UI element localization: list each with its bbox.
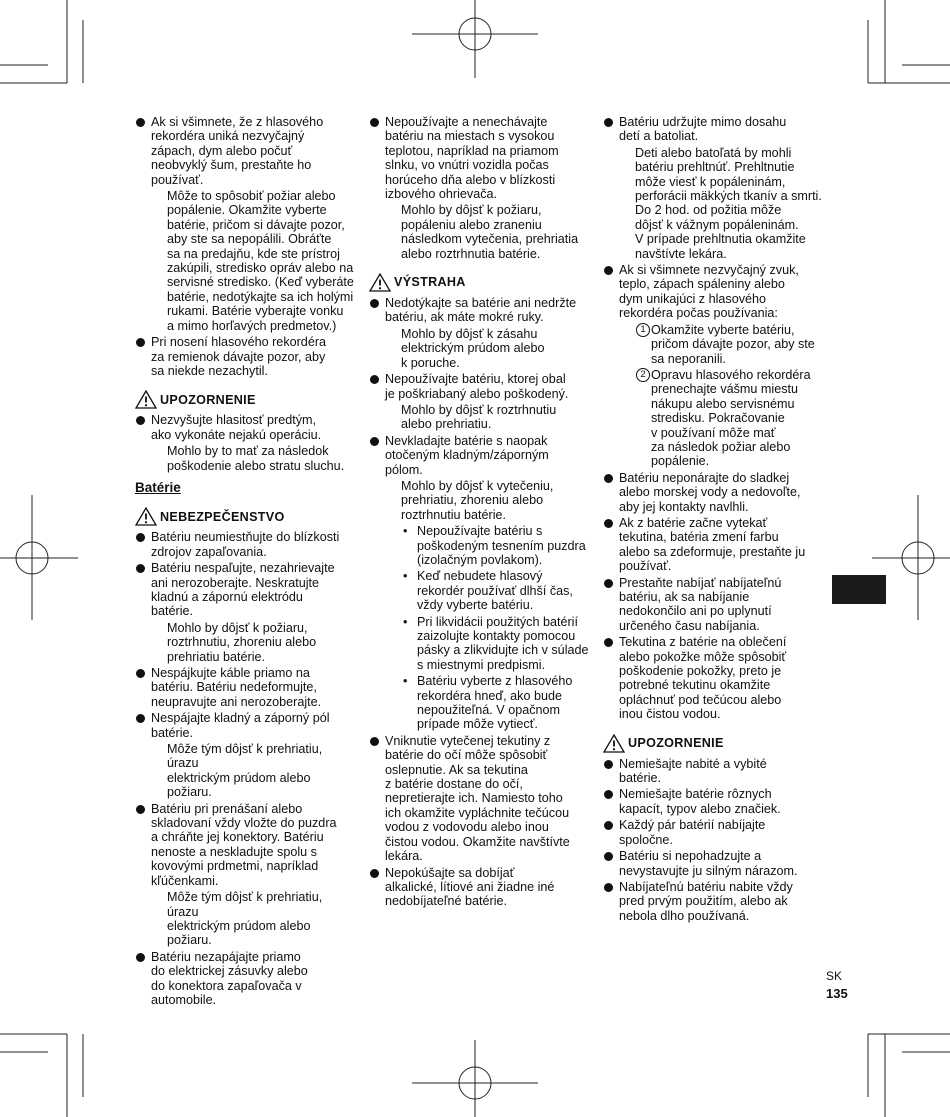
column-2 (369, 115, 591, 911)
bullet-item (603, 849, 825, 878)
bullet-item (603, 880, 825, 923)
bullet-item (369, 434, 591, 732)
bullet-item (135, 802, 357, 948)
bullet-consequence: Deti alebo batoľatá by mohli batériu prehltnúť. Prehltnutie môže viesť k popáleninám, perforácii mäkkých tkanív a smrti. Do 2 hod. od požitia môže dôjsť k vážnym popáleninám. V prípade prehltnutia okamžite navštívte lekára. (635, 145, 822, 261)
bullet-item (603, 576, 825, 634)
bullet-text: Nemiešajte nabité a vybité batérie. (619, 756, 767, 786)
bullet-consequence: Mohlo by dôjsť k požiaru, roztrhnutiu, zhoreniu alebo prehriatiu batérie. (167, 620, 317, 664)
bullet-item (369, 866, 591, 909)
bullet-text: Batériu nespaľujte, nezahrievajte ani nerozoberajte. Neskratujte kladnú a zápornú elektródu batérie. (151, 561, 335, 619)
step-number: 1 (636, 323, 650, 337)
bullet-item (603, 757, 825, 786)
bullet-item (603, 471, 825, 514)
bullet-item (603, 787, 825, 816)
step-text: Okamžite vyberte batériu, pričom dávajte pozor, aby ste sa neporanili. (651, 322, 815, 366)
column-1 (135, 115, 357, 1009)
bullet-text: Prestaňte nabíjať nabíjateľnú batériu, ak sa nabíjanie nedokončilo ani po uplynutí určeného času nabíjania. (619, 575, 782, 633)
bullet-text: Batériu neponárajte do sladkej alebo morskej vody a nedovoľte, aby jej kontakty navlhli. (619, 470, 801, 514)
bullet-item (135, 530, 357, 559)
warning-heading (369, 273, 591, 292)
bullet-item (135, 335, 357, 378)
bullet-text: Batériu pri prenášaní alebo skladovaní vždy vložte do puzdra a chráňte jej konektory. Batériu nenoste a neskladujte spolu s kovovými prdmetmi, napríklad kľúčenkami. (151, 801, 337, 888)
bullet-consequence: Môže to spôsobiť požiar alebo popálenie. Okamžite vyberte batérie, pričom si dávajte pozor, aby ste sa nepopálili. Obráťte sa na predajňu, kde ste prístroj zakúpili, stredisko opráv alebo na servisné stredisko. (Keď vyberáte batérie, nedotýkajte sa ich holými rukami. Batérie vyberajte vonku a mimo horľavých predmetov.) (167, 189, 354, 333)
bullet-text: Nespájajte kladný a záporný pól batérie. (151, 711, 330, 740)
bullet-item (135, 115, 357, 333)
warning-heading-label: NEBEZPEČENSTVO (160, 509, 285, 524)
bullet-item (135, 950, 357, 1008)
language-code: SK (826, 969, 843, 983)
page-number: 135 (826, 986, 848, 1001)
column-3 (603, 115, 825, 925)
warning-triangle-icon (135, 507, 157, 526)
bullet-consequence: Môže tým dôjsť k prehriatiu, úrazu elektrickým prúdom alebo požiaru. (167, 742, 323, 800)
bullet-item (135, 711, 357, 799)
bullet-item (603, 818, 825, 847)
bullet-item (603, 115, 825, 261)
bullet-item (369, 734, 591, 864)
bullet-text: Batériu neumiestňujte do blízkosti zdrojov zapaľovania. (151, 530, 340, 559)
warning-heading (135, 390, 357, 409)
bullet-text: Nepokúšajte sa dobíjať alkalické, lítiové ani žiadne iné nedobíjateľné batérie. (385, 865, 555, 909)
bullet-text: Každý pár batérií nabíjajte spoločne. (619, 818, 766, 847)
warning-triangle-icon (603, 734, 625, 753)
bullet-text: Nepoužívajte a nenechávajte batériu na miestach s vysokou teplotou, napríklad na priamom slnku, vo vnútri vozidla počas horúceho dňa alebo v blízkosti izbového ohrievača. (385, 115, 559, 202)
bullet-text: Nevkladajte batérie s naopak otočeným kladným/záporným pólom. (385, 433, 549, 477)
bullet-text: Nezvyšujte hlasitosť predtým, ako vykonáte nejakú operáciu. (151, 413, 322, 442)
warning-heading-label: UPOZORNENIE (160, 392, 256, 407)
page-footer (826, 968, 848, 1002)
bullet-item (603, 635, 825, 721)
bullet-text: Nedotýkajte sa batérie ani nedržte batériu, ak máte mokré ruky. (385, 296, 577, 325)
bullet-consequence: Mohlo by dôjsť k zásahu elektrickým prúdom alebo k poruche. (401, 326, 545, 370)
bullet-text: Tekutina z batérie na oblečení alebo pokožke môže spôsobiť poškodenie pokožky, preto je potrebné tekutinu okamžite opláchnuť pod tečúcou alebo inou čistou vodou. (619, 635, 787, 722)
step-number: 2 (636, 368, 650, 382)
bullet-consequence: Mohlo by dôjsť k požiaru, popáleniu alebo zraneniu následkom vytečenia, prehriatia alebo roztrhnutia batérie. (401, 203, 579, 261)
bullet-text: Nespájkujte káble priamo na batériu. Batériu nedeformujte, neupravujte ani nerozoberajte. (151, 666, 322, 709)
step-text: Opravu hlasového rekordéra prenechajte vášmu miestu nákupu alebo servisnému stredisku. Pokračovanie v používaní môže mať za následok požiar alebo popálenie. (651, 367, 811, 469)
warning-heading (603, 734, 825, 753)
bullet-text: Batériu si nepohadzujte a nevystavujte ju silným nárazom. (619, 849, 798, 878)
bullet-text: Vniknutie vytečenej tekutiny z batérie do očí môže spôsobiť oslepnutie. Ak sa tekutina z batérie dostane do očí, nepretierajte ich. Namiesto toho ich okamžite vypláchnite tečúcou vodou z vodovodu alebo inou čistou vodou. Okamžite navštívte lekára. (385, 733, 570, 864)
bullet-text: Batériu nezapájajte priamo do elektrickej zásuvky alebo do konektora zapaľovača v automobile. (151, 949, 308, 1007)
bullet-item (369, 372, 591, 432)
section-title: Batérie (135, 479, 181, 495)
warning-triangle-icon (369, 273, 391, 292)
sub-bullet-item: • Keď nebudete hlasový rekordér používať dlhší čas, vždy vyberte batériu. (385, 569, 591, 612)
warning-heading-label: VÝSTRAHA (394, 275, 466, 290)
bullet-item (135, 666, 357, 709)
sub-bullet-item: • Pri likvidácii použitých batérií zaizolujte kontakty pomocou pásky a zlikvidujte ich v súlade s miestnymi predpismi. (385, 615, 591, 673)
bullet-text: Ak z batérie začne vytekať tekutina, batéria zmení farbu alebo sa zdeformuje, prestaňte ju používať. (619, 515, 806, 574)
numbered-step (619, 368, 825, 469)
bullet-item (135, 561, 357, 664)
bullet-text: Nepoužívajte batériu, ktorej obal je poškriabaný alebo poškodený. (385, 372, 569, 401)
warning-heading (135, 507, 357, 526)
bullet-text: Ak si všimnete nezvyčajný zvuk, teplo, zápach spáleniny alebo dym unikajúci z hlasového rekordéra počas používania: (619, 263, 799, 321)
bullet-text: Batériu udržujte mimo dosahu detí a batoliat. (619, 115, 787, 144)
bullet-consequence: Mohlo by dôjsť k vytečeniu, prehriatiu, zhoreniu alebo roztrhnutiu batérie. (401, 478, 554, 522)
sub-bullet-item: • Nepoužívajte batériu s poškodeným tesnením puzdra (izolačným povlakom). (385, 524, 591, 567)
bullet-text: Ak si všimnete, že z hlasového rekordéra uniká nezvyčajný zápach, dym alebo počuť neobvyklý šum, prestaňte ho používať. (151, 115, 324, 187)
bullet-consequence: Môže tým dôjsť k prehriatiu, úrazu elektrickým prúdom alebo požiaru. (167, 890, 323, 948)
bullet-text: Nemiešajte batérie rôznych kapacít, typov alebo značiek. (619, 787, 781, 816)
bullet-consequence: Mohlo by to mať za následok poškodenie alebo stratu sluchu. (167, 444, 345, 473)
bullet-item (369, 296, 591, 370)
bullet-item (369, 115, 591, 261)
bullet-item (603, 516, 825, 574)
language-tab-marker (832, 575, 886, 604)
warning-heading-label: UPOZORNENIE (628, 735, 724, 750)
bullet-item (135, 413, 357, 473)
bullet-text: Pri nosení hlasového rekordéra za remienok dávajte pozor, aby sa niekde nezachytil. (151, 335, 327, 378)
warning-triangle-icon (135, 390, 157, 409)
bullet-item (603, 263, 825, 469)
numbered-step (619, 323, 825, 366)
bullet-text: Nabíjateľnú batériu nabite vždy pred prvým použitím, alebo ak nebola dlho používaná. (619, 879, 793, 923)
sub-bullet-item: • Batériu vyberte z hlasového rekordéra hneď, ako bude nepoužiteľná. V opačnom prípade môže vytiecť. (385, 674, 591, 732)
bullet-consequence: Mohlo by dôjsť k roztrhnutiu alebo prehriatiu. (401, 402, 557, 432)
